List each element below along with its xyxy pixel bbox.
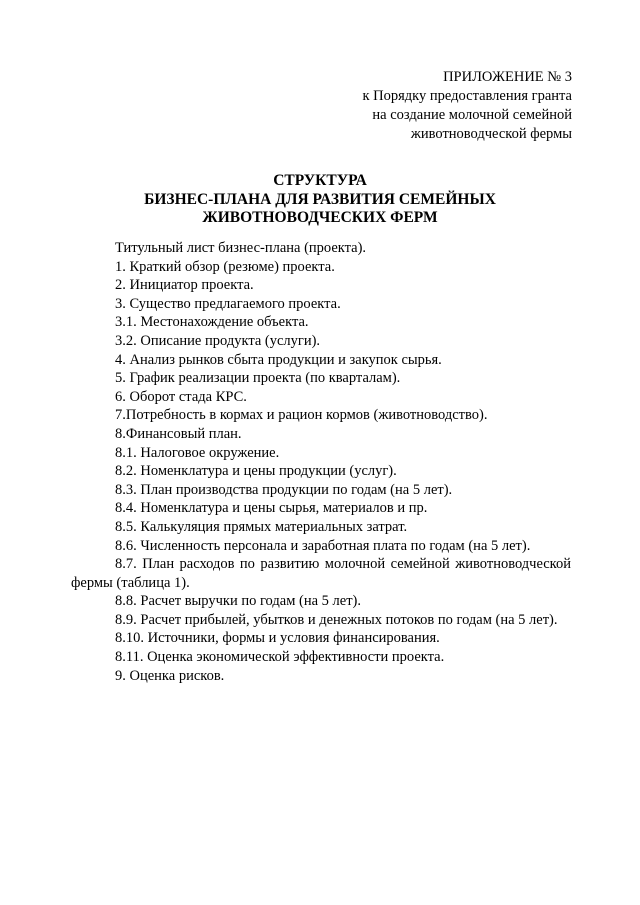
list-item: 3. Существо предлагаемого проекта. [115,295,341,312]
list-item: 6. Оборот стада КРС. [115,388,247,405]
appendix-number: ПРИЛОЖЕНИЕ № 3 [443,69,572,85]
list-item: 8.9. Расчет прибылей, убытков и денежных потоков по годам (на 5 лет). [115,611,558,628]
list-item: 8.7. План расходов по развитию молочной семейной животноводческой фермы (таблица 1). [71,556,571,591]
list-item: 5. График реализации проекта (по кварталам). [115,370,401,387]
list-item: 1. Краткий обзор (резюме) проекта. [115,258,335,275]
list-item: 4. Анализ рынков сбыта продукции и закупок сырья. [115,351,442,368]
list-item: 7.Потребность в кормах и рацион кормов (животноводство). [115,407,488,424]
list-item: Титульный лист бизнес-плана (проекта). [115,240,367,256]
title-line: ЖИВОТНОВОДЧЕСКИХ ФЕРМ [202,209,438,226]
list-item: 9. Оценка рисков. [115,667,225,684]
list-item: 8.2. Номенклатура и цены продукции (услуг). [115,463,397,480]
list-item: 8.6. Численность персонала и заработная плата по годам (на 5 лет). [115,537,531,554]
list-item: 8.5. Калькуляция прямых материальных затрат. [115,518,408,535]
document-title [60,172,580,228]
list-item: 8.1. Налоговое окружение. [115,444,280,461]
list-item: 8.3. План производства продукции по годам (на 5 лет). [115,481,453,498]
list-item: 8.11. Оценка экономической эффективности проекта. [115,649,445,666]
list-item: 2. Инициатор проекта. [115,277,254,294]
business-plan-structure-list [71,239,571,685]
title-line: БИЗНЕС-ПЛАНА ДЛЯ РАЗВИТИЯ СЕМЕЙНЫХ [144,190,496,208]
appendix-reference-line: к Порядку предоставления гранта [362,88,572,104]
appendix-header [362,68,572,144]
title-line: СТРУКТУРА [273,172,367,189]
appendix-reference-line: на создание молочной семейной [372,107,572,123]
list-item: 8.10. Источники, формы и условия финансирования. [115,630,440,647]
list-item: 8.Финансовый план. [115,425,242,442]
appendix-reference-line: животноводческой фермы [410,126,572,142]
list-item: 8.8. Расчет выручки по годам (на 5 лет). [115,593,361,610]
list-item: 3.2. Описание продукта (услуги). [115,332,321,349]
list-item: 3.1. Местонахождение объекта. [115,314,309,331]
list-item: 8.4. Номенклатура и цены сырья, материалов и пр. [115,500,428,517]
